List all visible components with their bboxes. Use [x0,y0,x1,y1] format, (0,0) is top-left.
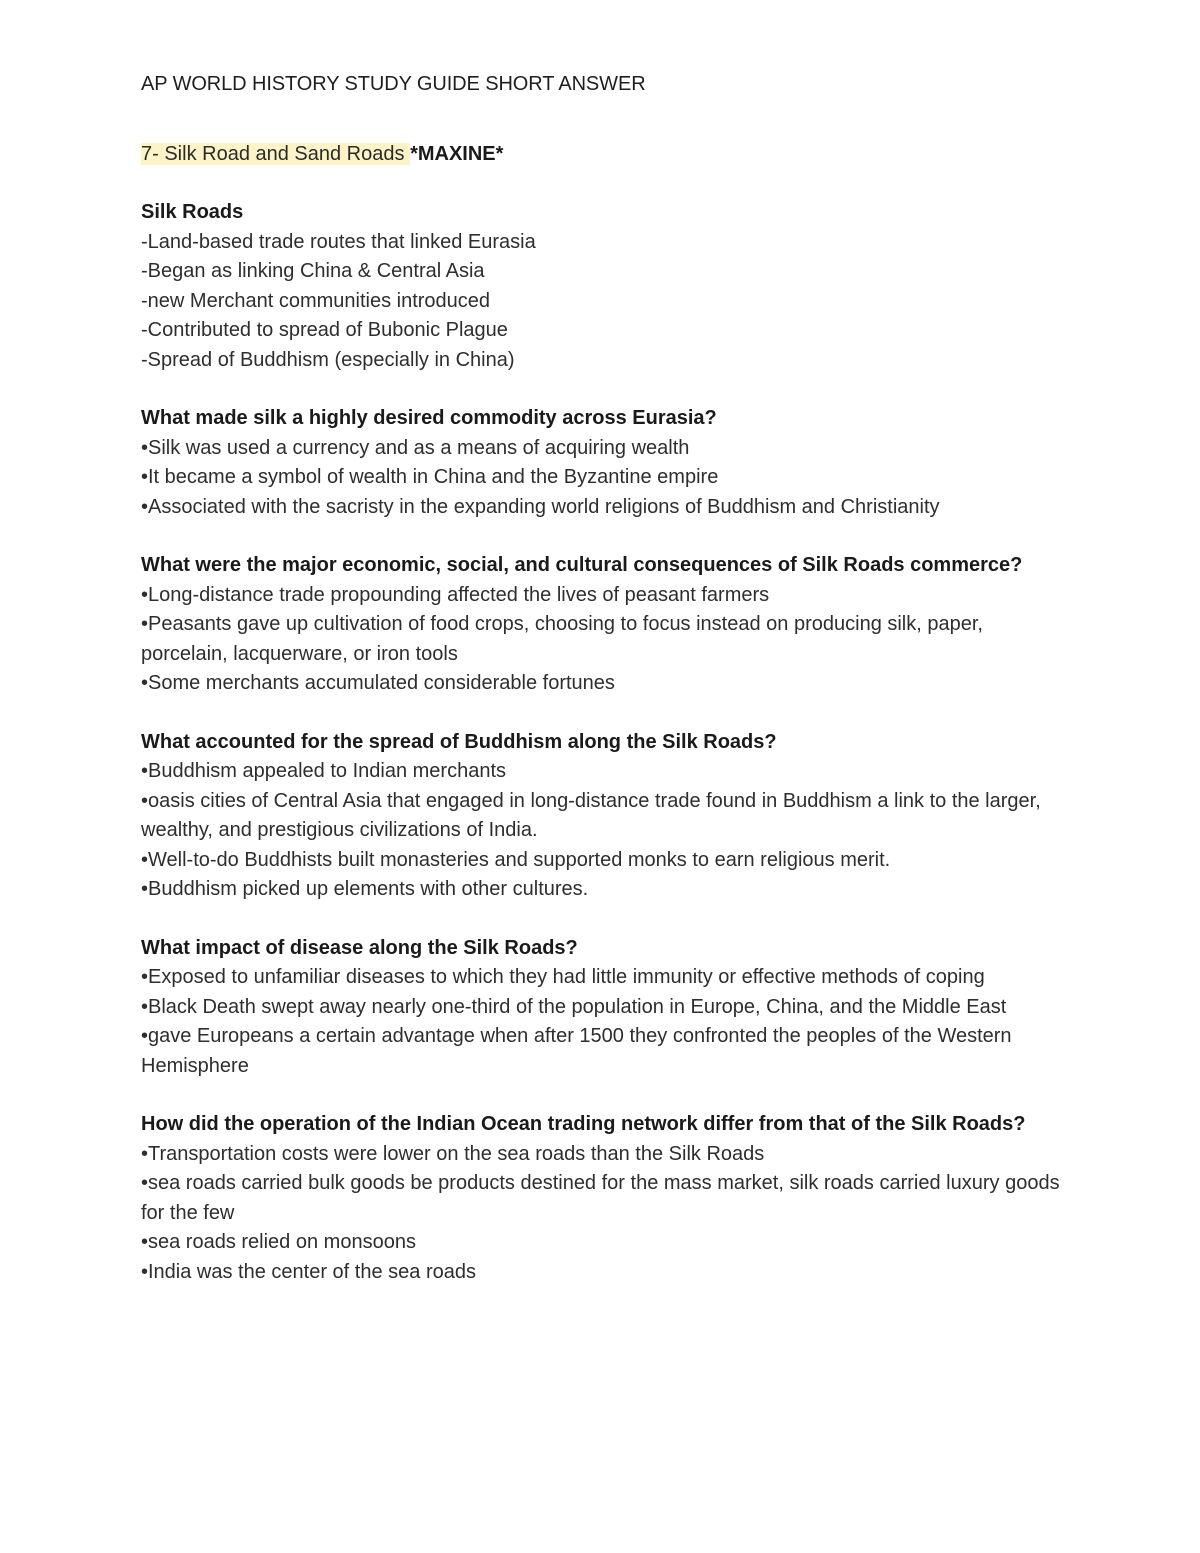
section-silk-roads [141,198,1071,375]
list-item: •Well-to-do Buddhists built monasteries and supported monks to earn religious merit. [141,848,891,871]
section-silk-commodity [141,404,1071,522]
question-heading: What made silk a highly desired commodity across Eurasia? [141,407,717,429]
topic-author: *MAXINE* [410,143,504,165]
topic-line [141,140,1071,169]
list-item: •India was the center of the sea roads [141,1260,476,1283]
list-item: •Some merchants accumulated considerable fortunes [141,672,615,694]
list-item: •Associated with the sacristy in the expanding world religions of Buddhism and Christianity [141,495,940,518]
list-item: •Buddhism appealed to Indian merchants [141,760,507,782]
question-heading: How did the operation of the Indian Ocean trading network differ from that of the Silk Roads? [141,1113,1026,1135]
list-item: •Long-distance trade propounding affected the lives of peasant farmers [141,583,770,606]
list-item: -Land-based trade routes that linked Eurasia [141,230,536,253]
list-item: •sea roads relied on monsoons [141,1231,416,1253]
list-item: -Contributed to spread of Bubonic Plague [141,319,508,341]
document-page [141,70,1071,1316]
list-item: •Silk was used a currency and as a means of acquiring wealth [141,436,690,459]
list-item: •Buddhism picked up elements with other cultures. [141,878,589,900]
list-item: •Black Death swept away nearly one-third of the population in Europe, China, and the Middle East [141,995,1007,1018]
list-item: •Transportation costs were lower on the sea roads than the Silk Roads [141,1142,765,1165]
list-item: •oasis cities of Central Asia that engaged in long-distance trade found in Buddhism a link to the larger, wealthy, and prestigious civilizations of India. [141,789,1041,841]
section-buddhism-spread [141,728,1071,905]
section-disease [141,934,1071,1082]
question-heading: What were the major economic, social, and cultural consequences of Silk Roads commerce? [141,554,1023,576]
list-item: -new Merchant communities introduced [141,289,491,312]
list-item: -Spread of Buddhism (especially in China) [141,348,515,371]
question-heading: What impact of disease along the Silk Roads? [141,936,578,959]
list-item: •Exposed to unfamiliar diseases to which they had little immunity or effective methods of coping [141,966,985,988]
topic-label-highlighted: 7- Silk Road and Sand Roads [141,143,411,165]
document-title: AP WORLD HISTORY STUDY GUIDE SHORT ANSWER [141,73,646,95]
list-item: •Peasants gave up cultivation of food crops, choosing to focus instead on producing silk, paper, porcelain, lacquerware, or iron tools [141,613,983,665]
list-item: •gave Europeans a certain advantage when after 1500 they confronted the peoples of the Western Hemisphere [141,1025,1012,1077]
list-item: -Began as linking China & Central Asia [141,260,485,282]
list-item: •It became a symbol of wealth in China and the Byzantine empire [141,466,719,488]
section-consequences [141,551,1071,699]
question-heading: What accounted for the spread of Buddhism along the Silk Roads? [141,730,777,753]
list-item: •sea roads carried bulk goods be products destined for the mass market, silk roads carried luxury goods for the few [141,1172,1060,1224]
section-heading: Silk Roads [141,201,244,223]
section-indian-ocean [141,1110,1071,1287]
